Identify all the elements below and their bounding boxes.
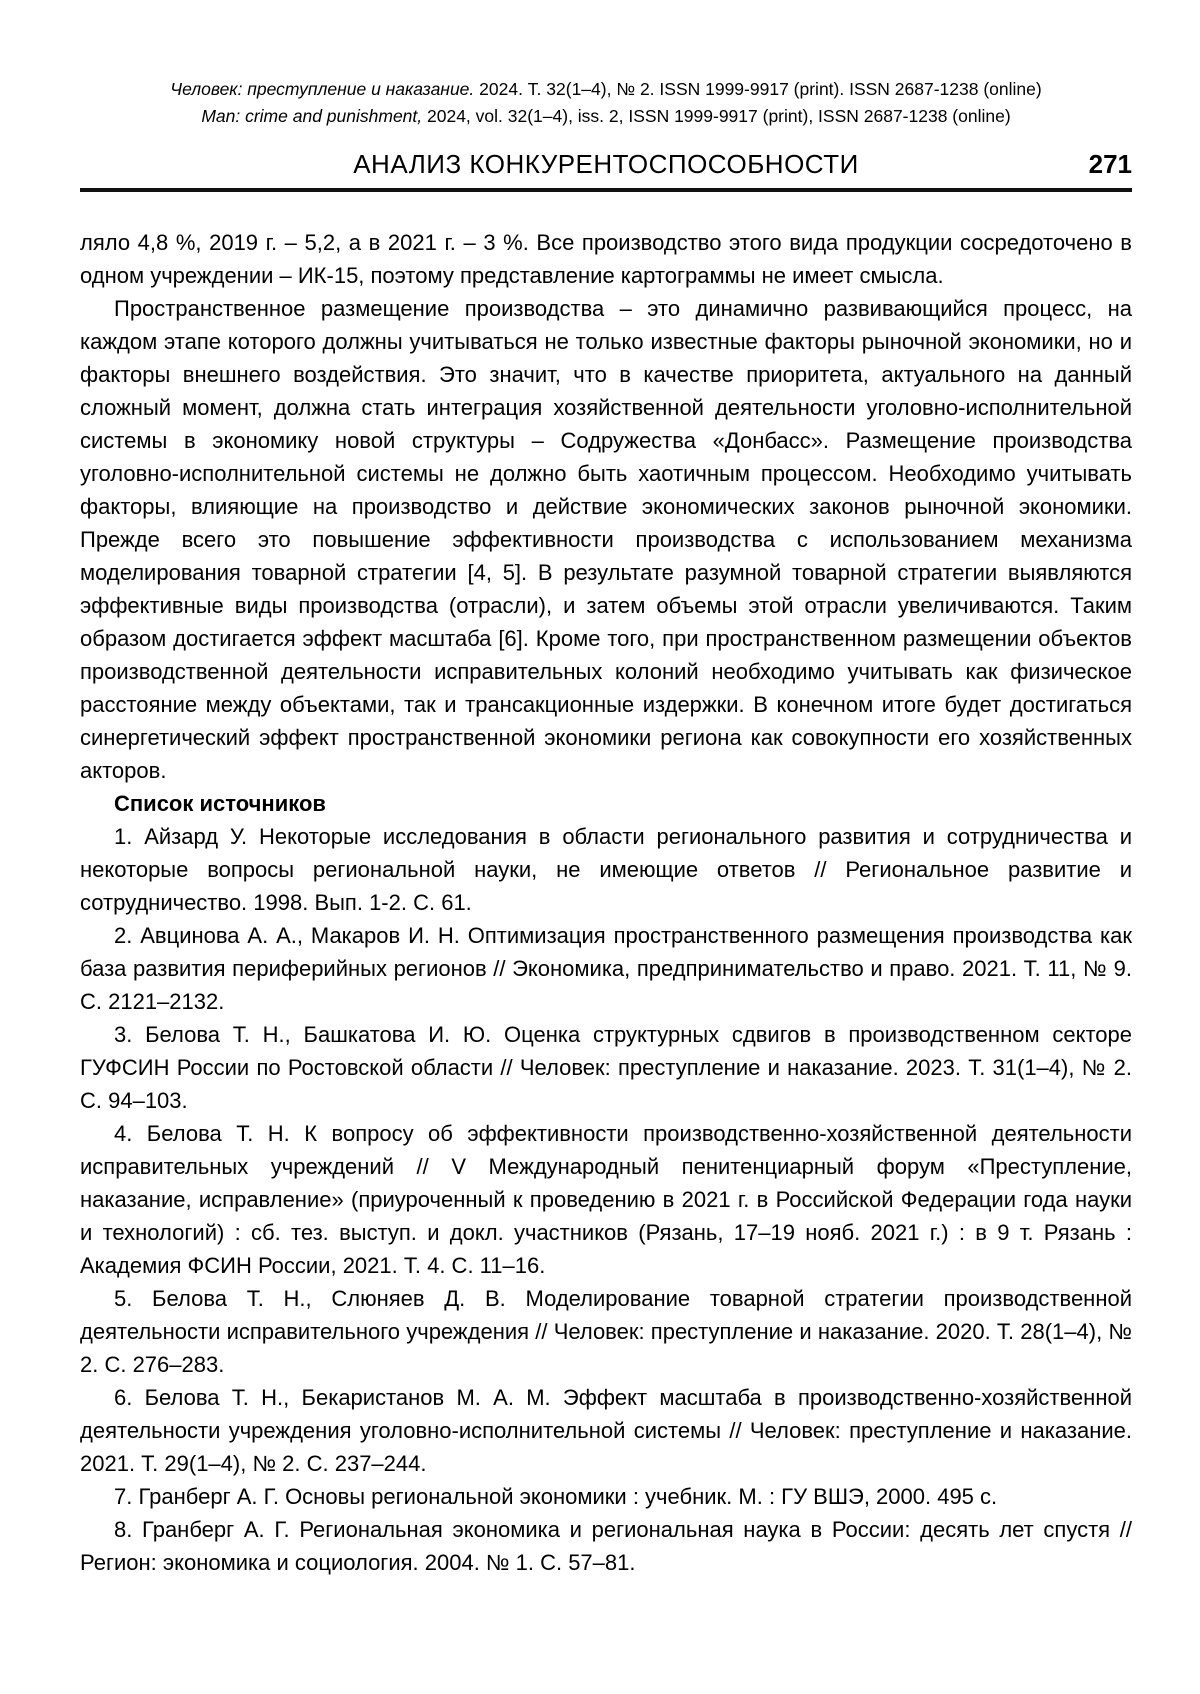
header-rule bbox=[80, 188, 1132, 192]
page-number: 271 bbox=[1088, 149, 1132, 180]
journal-issue-info-en: 2024, vol. 32(1–4), iss. 2, ISSN 1999-9917 (print), ISSN 2687-1238 (online) bbox=[422, 106, 1011, 127]
journal-header-line-ru bbox=[80, 76, 1132, 103]
reference-item: 1. Айзард У. Некоторые исследования в области регионального развития и сотрудничества и некоторые вопросы региональной науки, не имеющие ответов // Региональное развитие и сотрудничество. 1998. Вып. 1-2. С. 61. bbox=[80, 824, 1132, 916]
body-paragraph: ляло 4,8 %, 2019 г. – 5,2, а в 2021 г. – 3 %. Все производство этого вида продукции сосредоточено в одном учреждении – ИК-15, поэтому представление картограммы не имеет смысла. bbox=[80, 230, 1132, 289]
journal-title-en: Man: crime and punishment, bbox=[201, 106, 423, 127]
reference-item: 7. Гранберг А. Г. Основы региональной экономики : учебник. М. : ГУ ВШЭ, 2000. 495 с. bbox=[114, 1484, 998, 1510]
running-head-title: АНАЛИЗ КОНКУРЕНТОСПОСОБНОСТИ bbox=[353, 149, 859, 180]
references-section bbox=[80, 787, 1132, 1579]
page-content bbox=[80, 0, 1132, 1579]
references-heading: Список источников bbox=[114, 791, 326, 817]
running-head bbox=[80, 146, 1132, 182]
reference-item: 4. Белова Т. Н. К вопросу об эффективности производственно-хозяйственной деятельности исправительных учреждений // V Международный пенитенциарный форум «Преступление, наказание, исправление» (приуроченный к проведению в 2021 г. в Российской Федерации года науки и технологий) : сб. тез. выступ. и докл. участников (Рязань, 17–19 нояб. 2021 г.) : в 9 т. Рязань : Академия ФСИН России, 2021. Т. 4. С. 11–16. bbox=[80, 1121, 1132, 1279]
reference-item: 3. Белова Т. Н., Башкатова И. Ю. Оценка структурных сдвигов в производственном секторе ГУФСИН России по Ростовской области // Человек: преступление и наказание. 2023. Т. 31(1–4), № 2. С. 94–103. bbox=[80, 1022, 1132, 1114]
journal-header-line-en bbox=[80, 103, 1132, 130]
article-body bbox=[80, 226, 1132, 787]
reference-item: 5. Белова Т. Н., Слюняев Д. В. Моделирование товарной стратегии производственной деятельности исправительного учреждения // Человек: преступление и наказание. 2020. Т. 28(1–4), № 2. С. 276–283. bbox=[80, 1286, 1132, 1378]
journal-issue-info-ru: 2024. Т. 32(1–4), № 2. ISSN 1999-9917 (print). ISSN 2687-1238 (online) bbox=[474, 79, 1042, 99]
journal-header bbox=[80, 76, 1132, 130]
reference-item: 8. Гранберг А. Г. Региональная экономика и региональная наука в России: десять лет спустя // Регион: экономика и социология. 2004. № 1. С. 57–81. bbox=[80, 1517, 1132, 1576]
reference-item: 2. Авцинова А. А., Макаров И. Н. Оптимизация пространственного размещения производства как база развития периферийных регионов // Экономика, предпринимательство и право. 2021. Т. 11, № 9. С. 2121–2132. bbox=[80, 923, 1132, 1015]
body-paragraph: Пространственное размещение производства – это динамично развивающийся процесс, на каждом этапе которого должны учитываться не только известные факторы рыночной экономики, но и факторы внешнего воздействия. Это значит, что в качестве приоритета, актуального на данный сложный момент, должна стать интеграция хозяйственной деятельности уголовно-исполнительной системы в экономику новой структуры – Содружества «Донбасс». Размещение производства уголовно-исполнительной системы не должно быть хаотичным процессом. Необходимо учитывать факторы, влияющие на производство и действие экономических законов рыночной экономики. Прежде всего это повышение эффективности производства с использованием механизма моделирования товарной стратегии [4, 5]. В результате разумной товарной стратегии выявляются эффективные виды производства (отрасли), и затем объемы этой отрасли увеличиваются. Таким образом достигается эффект масштаба [6]. Кроме того, при пространственном размещении объектов производственной деятельности исправительных колоний необходимо учитывать как физическое расстояние между объектами, так и трансакционные издержки. В конечном итоге будет достигаться синергетический эффект пространственной экономики региона как совокупности его хозяйственных акторов. bbox=[80, 296, 1132, 784]
reference-item: 6. Белова Т. Н., Бекаристанов М. А. М. Эффект масштаба в производственно-хозяйственной деятельности учреждения уголовно-исполнительной системы // Человек: преступление и наказание. 2021. Т. 29(1–4), № 2. С. 237–244. bbox=[80, 1385, 1132, 1477]
journal-title-ru: Человек: преступление и наказание. bbox=[170, 79, 475, 99]
